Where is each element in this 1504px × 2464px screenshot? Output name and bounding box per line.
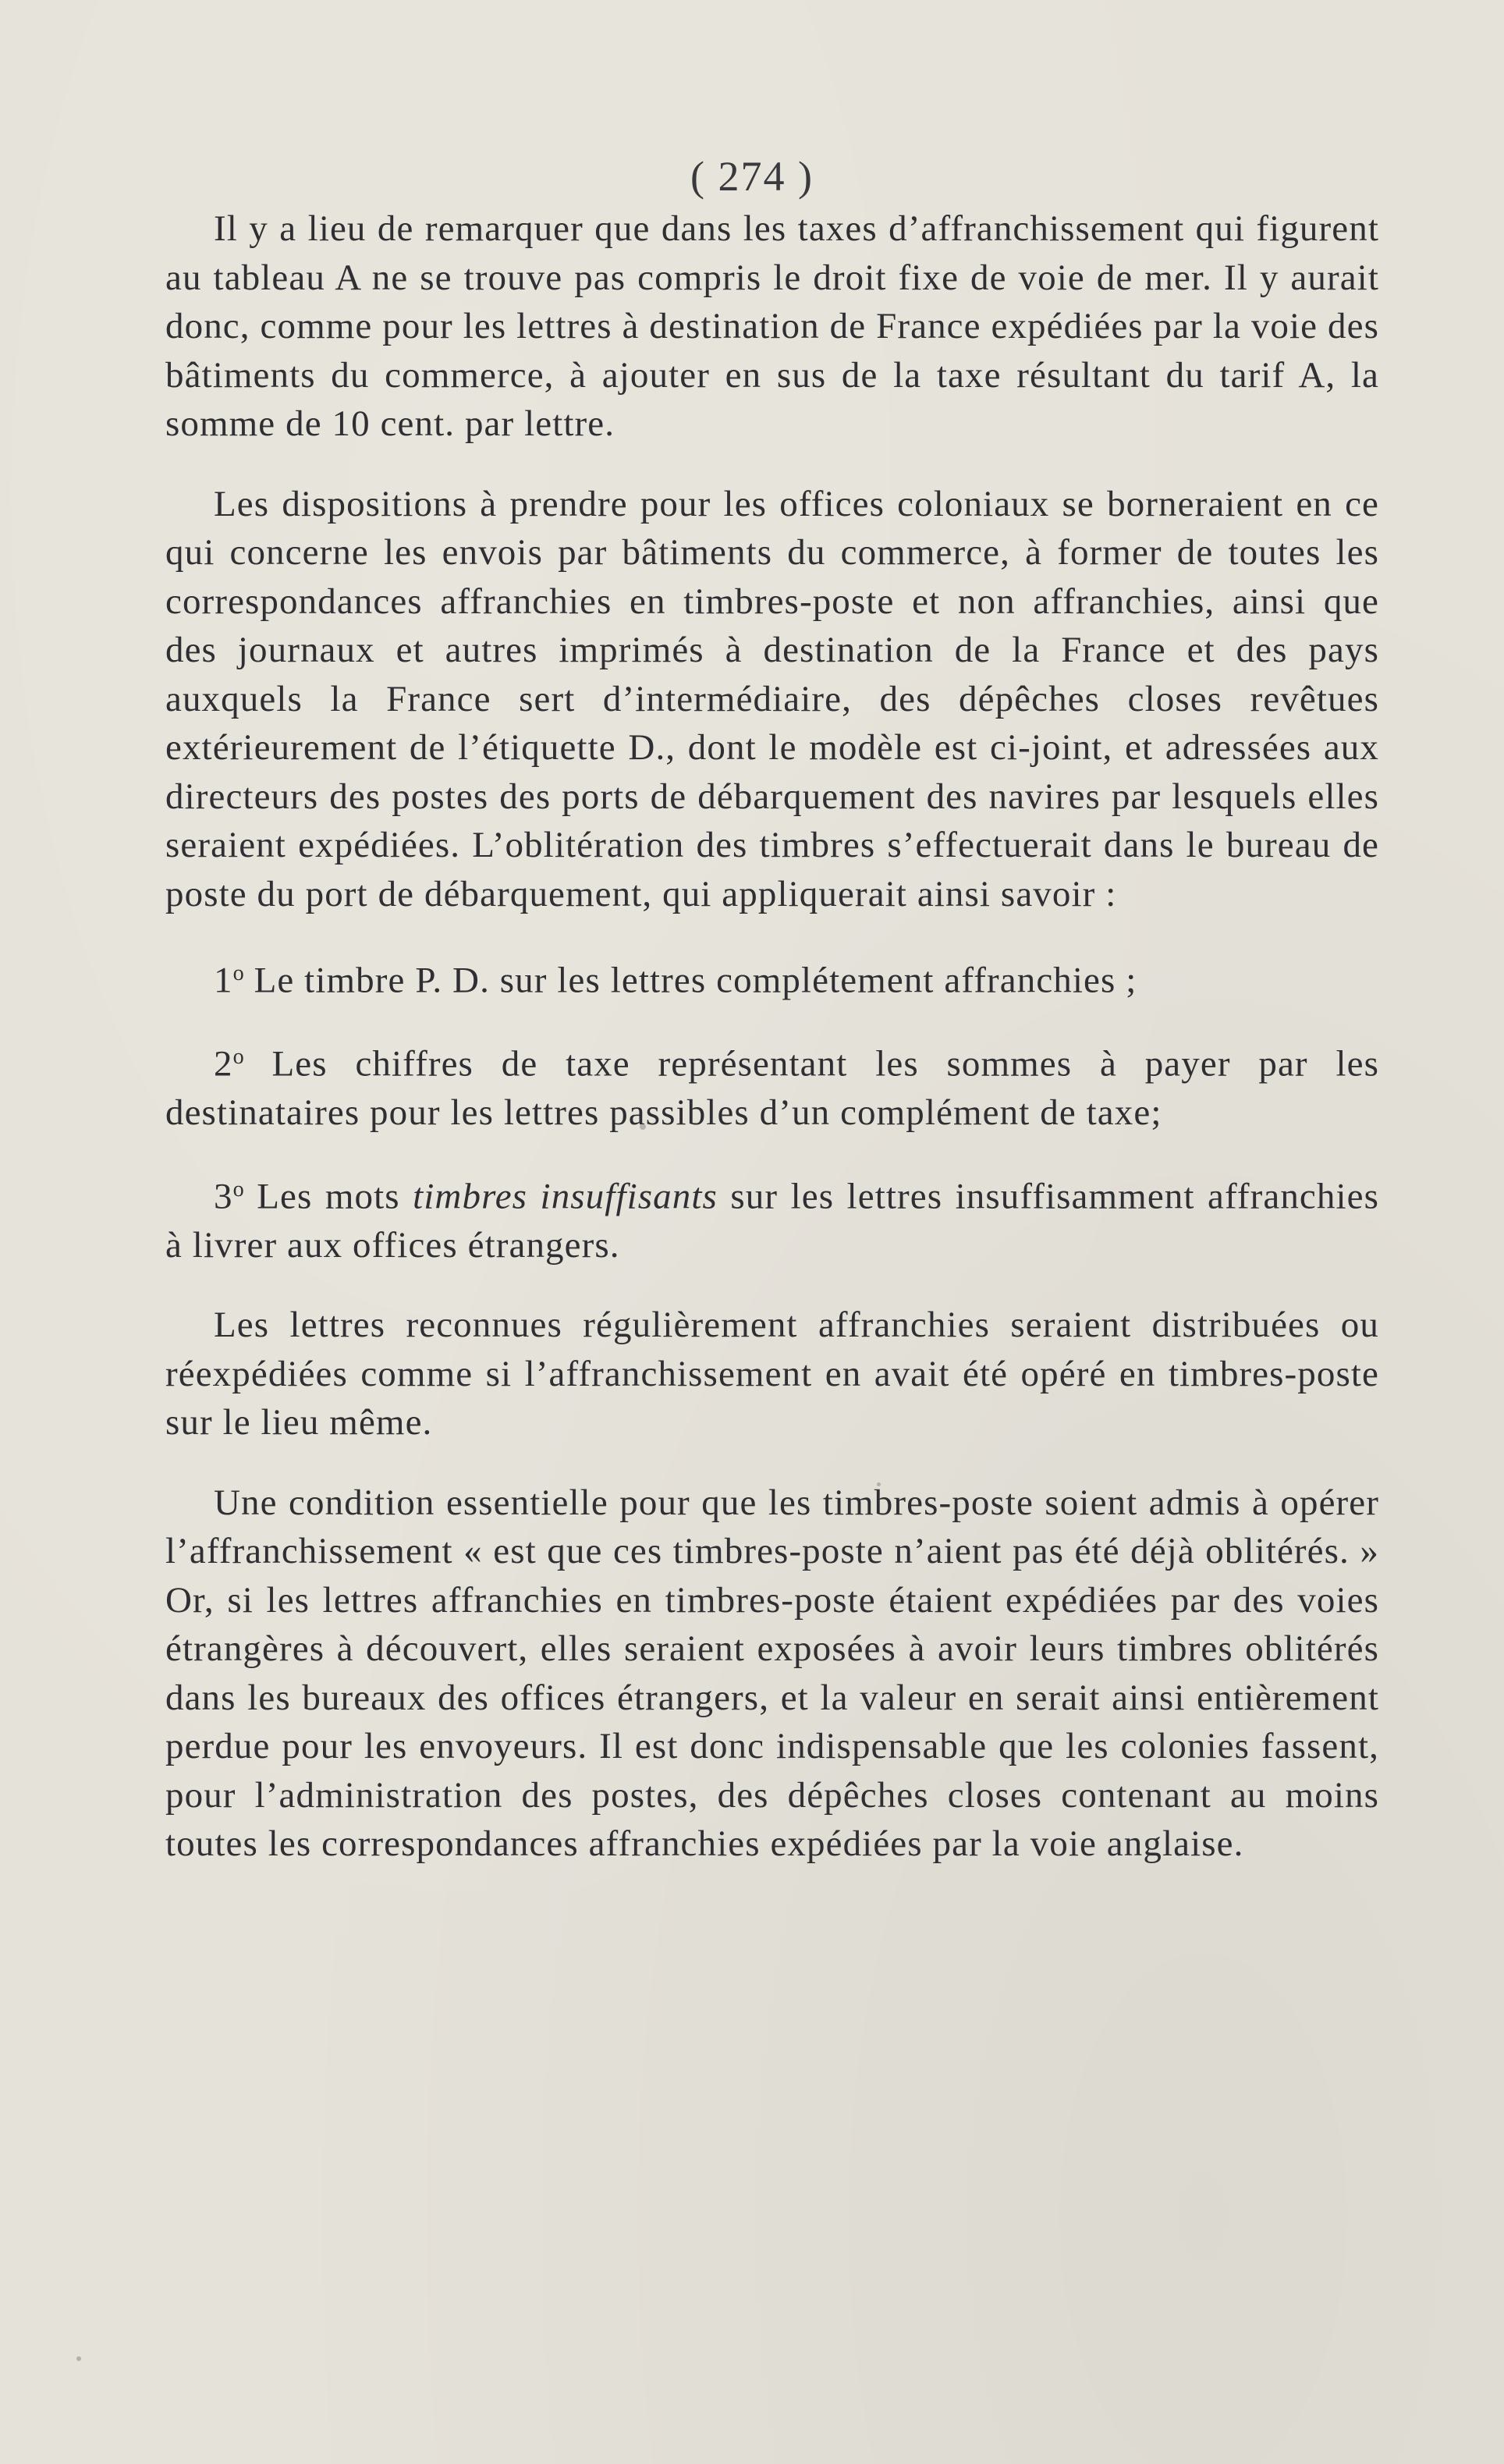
- list-item-3: [165, 1166, 1379, 1270]
- paragraph-essential-condition: Une condition essentielle pour que les timbres-poste soient admis à opérer l’affranchissement « est que ces timbres-poste n’aient pas été déjà oblitérés. » Or, si les lettres affranchies en timbres-poste étaient expédiées par des voies étrangères à découvert, elles seraient exposées à avoir leurs timbres oblitérés dans les bureaux des offices étrangers, et la valeur en serait ainsi entièrement perdue pour les envoyeurs. Il est donc indispensable que les colonies fassent, pour l’administration des postes, des dépêches closes contenant au moins toutes les correspondances affranchies expédiées par la voie anglaise.: [165, 1482, 1379, 1864]
- paragraph-colonial-offices: Les dispositions à prendre pour les offices coloniaux se borneraient en ce qui concerne les envois par bâtiments du commerce, à former de toutes les correspondances affranchies en timbres-poste et non affranchies, ainsi que des journaux et autres imprimés à destination de la France et des pays auxquels la France sert d’intermédiaire, des dépêches closes revêtues extérieurement de l’étiquette D., dont le modèle est ci-joint, et adressées aux directeurs des postes des ports de débarquement des navires par lesquels elles seraient expédiées. L’oblitération des timbres s’effectuerait dans le bureau de poste du port de débarquement, qui appliquerait ainsi savoir :: [165, 483, 1379, 914]
- paper-speck: [877, 1482, 881, 1486]
- list-item-3-italic-phrase: timbres insuffisants: [413, 1176, 718, 1216]
- list-item-1-text: Le timbre P. D. sur les lettres complétement affranchies ;: [254, 960, 1137, 1001]
- page-number: ( 274 ): [690, 153, 814, 200]
- paragraph-regular-letters: Les lettres reconnues régulièrement affranchies seraient distribuées ou réexpédiées comme si l’affranchissement en avait été opéré en timbres-poste sur le lieu même.: [165, 1305, 1379, 1443]
- list-item-3-ordinal: o: [232, 1177, 244, 1202]
- list-item-1-number: 1: [214, 960, 233, 1001]
- list-item-3-text-before: Les mots: [257, 1176, 413, 1216]
- paragraph-tariff-note: Il y a lieu de remarquer que dans les taxes d’affranchissement qui figurent au tableau A ne se trouve pas compris le droit fixe de voie de mer. Il y aurait donc, comme pour les lettres à destination de France expédiées par la voie des bâtiments du commerce, à ajouter en sus de la taxe résultant du tarif A, la somme de 10 cent. par lettre.: [165, 208, 1379, 444]
- paper-speck: [76, 2356, 81, 2361]
- list-item-2-number: 2: [214, 1043, 233, 1085]
- paper-speck: [640, 1124, 646, 1130]
- list-item-3-text-after: sur les lettres insuffisamment affranchies à livrer aux offices étrangers.: [165, 1176, 1380, 1266]
- list-item-1-ordinal: o: [232, 961, 244, 985]
- list-item-3-number: 3: [214, 1176, 233, 1216]
- body-text: [165, 204, 1379, 1869]
- list-item-2: [165, 1033, 1379, 1138]
- list-item-1: [165, 950, 1379, 1005]
- list-item-2-text: Les chiffres de taxe représentant les sommes à payer par les destinataires pour les lettres passibles d’un complément de taxe;: [165, 1043, 1379, 1133]
- list-item-2-ordinal: o: [232, 1045, 244, 1069]
